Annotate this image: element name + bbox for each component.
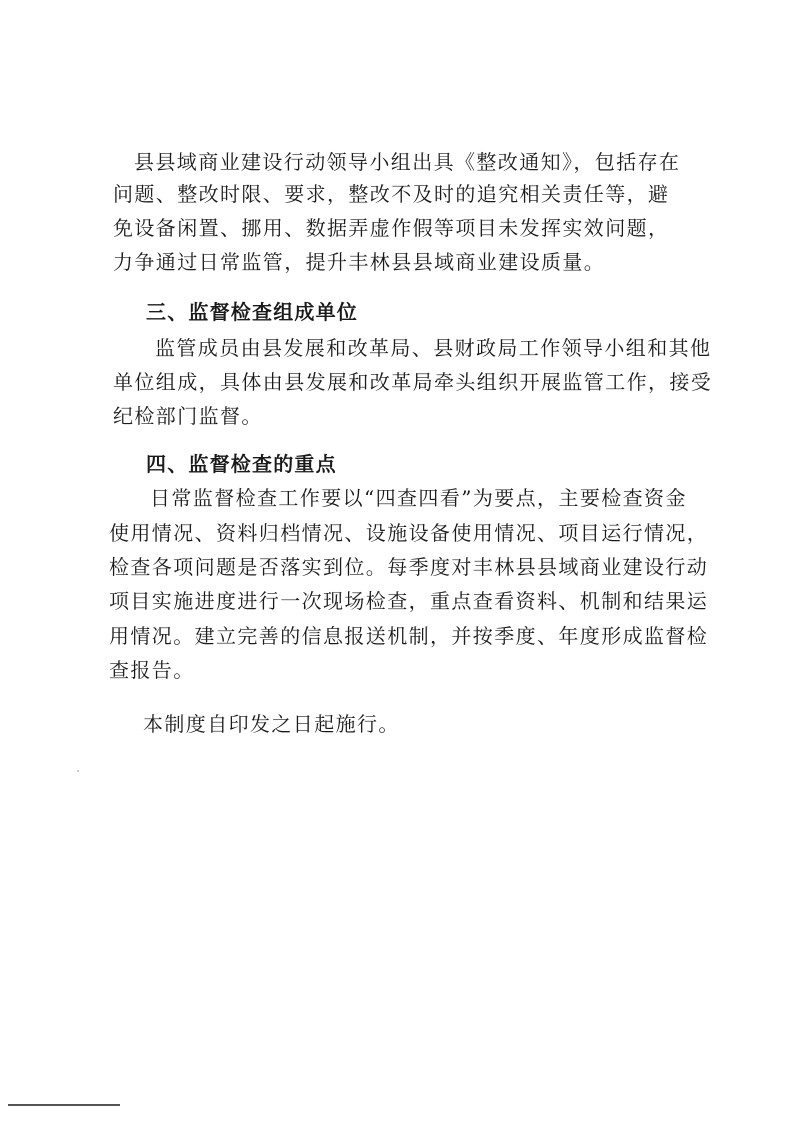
section-4-line-4: 项目实施进度进行一次现场检查，重点查看资料、机制和结果运 — [109, 589, 709, 613]
section-4-line-5: 用情况。建立完善的信息报送机制，并按季度、年度形成监督检 — [109, 624, 709, 648]
section-3-line-1: 监管成员由县发展和改革局、县财政局工作领导小组和其他 — [155, 336, 712, 360]
paragraph-1-line-2: 问题、整改时限、要求，整改不及时的追究相关责任等，避 — [113, 182, 670, 206]
footer-rule — [8, 1104, 120, 1106]
paragraph-1-line-4: 力争通过日常监管，提升丰林县县域商业建设质量。 — [113, 250, 606, 274]
section-4-line-1: 日常监督检查工作要以“四查四看”为要点，主要检查资金 — [150, 486, 687, 510]
paragraph-1-line-3: 免设备闲置、挪用、数据弄虚作假等项目未发挥实效问题， — [113, 216, 670, 240]
scan-speck — [77, 770, 79, 772]
section-3-line-2: 单位组成，具体由县发展和改革局牵头组织开展监管工作，接受 — [113, 370, 713, 394]
section-4-line-3: 检查各项问题是否落实到位。每季度对丰林县县域商业建设行动 — [109, 555, 709, 579]
section-3-heading: 三、监督检查组成单位 — [146, 300, 358, 324]
section-3-line-3: 纪检部门监督。 — [113, 404, 263, 428]
closing-line: 本制度自印发之日起施行。 — [143, 712, 400, 736]
section-4-line-6: 查报告。 — [109, 658, 195, 682]
paragraph-1-line-1: 县县域商业建设行动领导小组出具《整改通知》，包括存在 — [134, 150, 681, 174]
section-4-heading: 四、监督检查的重点 — [146, 452, 337, 476]
section-4-line-2: 使用情况、资料归档情况、设施设备使用情况、项目运行情况， — [109, 521, 709, 545]
